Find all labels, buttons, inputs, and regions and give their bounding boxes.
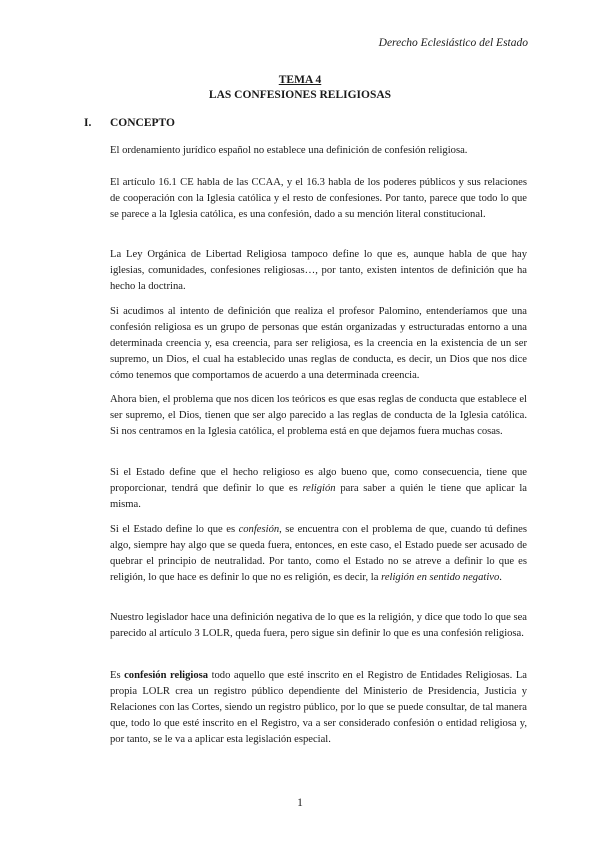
topic-number: TEMA 4 bbox=[278, 74, 322, 86]
paragraph-7-text-c: . bbox=[499, 572, 502, 584]
paragraph-9-strong: confesión religiosa bbox=[124, 670, 209, 681]
paragraph-7-text-b: , se encuentra con el problema de que, cuando tú defines algo, siempre hay algo que se queda fuera, entonces, en este caso, el Estado puede ser acusado de quebrar el principio de neutralidad. Por tanto, como el Estado no se atreve a definir lo que es religión, lo que hace es definir lo que no es religión, es decir, la bbox=[110, 524, 527, 584]
section-heading bbox=[84, 117, 175, 129]
paragraph-6-text-b: para saber a quién le tiene que aplicar la misma. bbox=[110, 483, 527, 511]
paragraph-9-text-a: Es bbox=[110, 670, 125, 681]
paragraph-6 bbox=[110, 465, 527, 513]
paragraph-6-text-a: Si el Estado define que el hecho religioso es algo bueno que, como consecuencia, tiene que proporcionar, tendrá que definir lo que es bbox=[110, 467, 527, 495]
paragraph-9 bbox=[110, 668, 527, 748]
paragraph-7-text-a: Si el Estado define lo que es bbox=[110, 524, 239, 535]
paragraph-7 bbox=[110, 522, 527, 586]
section-title: CONCEPTO bbox=[110, 117, 175, 129]
paragraph-5: Ahora bien, el problema que nos dicen los teóricos es que esas reglas de conducta que establece el ser supremo, el Dios, tienen que ser algo parecido a las reglas de conducta de la Iglesia católica. Si nos centramos en la Iglesia católica, el problema está en que dejamos fuera muchas cosas. bbox=[110, 394, 527, 438]
paragraph-7-emphasis-2: religión en sentido negativo bbox=[381, 572, 500, 584]
paragraph-1: El ordenamiento jurídico español no establece una definición de confesión religiosa. bbox=[110, 145, 468, 156]
paragraph-6-emphasis: religión bbox=[302, 483, 336, 495]
paragraph-2: El artículo 16.1 CE habla de las CCAA, y el 16.3 habla de los poderes públicos y sus relaciones de cooperación con la Iglesia católica y el resto de confesiones. Por tanto, parece que todo lo que se parece a la Iglesia católica, es una confesión, dado a su mención literal constitucional. bbox=[110, 177, 527, 221]
paragraph-8: Nuestro legislador hace una definición negativa de lo que es la religión, y dice que todo lo que sea parecido al artículo 3 LOLR, queda fuera, pero sigue sin definir lo que es una confesión religiosa. bbox=[110, 612, 527, 640]
page-number: 1 bbox=[297, 797, 303, 809]
section-number: I. bbox=[84, 117, 92, 129]
paragraph-3: La Ley Orgánica de Libertad Religiosa tampoco define lo que es, aunque habla de que hay iglesias, comunidades, confesiones religiosas…, por tanto, existen intentos de definición que ha hecho la doctrina. bbox=[110, 249, 527, 293]
topic-name: LAS CONFESIONES RELIGIOSAS bbox=[208, 89, 392, 101]
paragraph-7-emphasis-1: confesión bbox=[238, 524, 280, 535]
topic-title bbox=[0, 73, 600, 103]
running-header: Derecho Eclesiástico del Estado bbox=[378, 37, 528, 49]
paragraph-9-text-b: todo aquello que esté inscrito en el Registro de Entidades Religiosas. La propia LOLR crea un registro público dependiente del Ministerio de Presidencia, Justicia y Relaciones con las Cortes, siendo un registro público, por lo que se puede consultar, de tal manera que, todo lo que esté inscrito en el Registro, va a ser considerado confesión o entidad religiosa y, por tanto, se le va a aplicar esta legislación especial. bbox=[110, 670, 527, 746]
paragraph-4: Si acudimos al intento de definición que realiza el profesor Palomino, entenderíamos que una confesión religiosa es un grupo de personas que están organizadas y estructuradas entorno a una determinada creencia y, esa creencia, para ser religiosa, es la creencia en la existencia de un ser supremo, un Dios, el cual ha establecido unas reglas de conducta, es decir, un Dios que nos dice cómo tenemos que comportamos de acuerdo a una determinada creencia. bbox=[110, 306, 527, 382]
